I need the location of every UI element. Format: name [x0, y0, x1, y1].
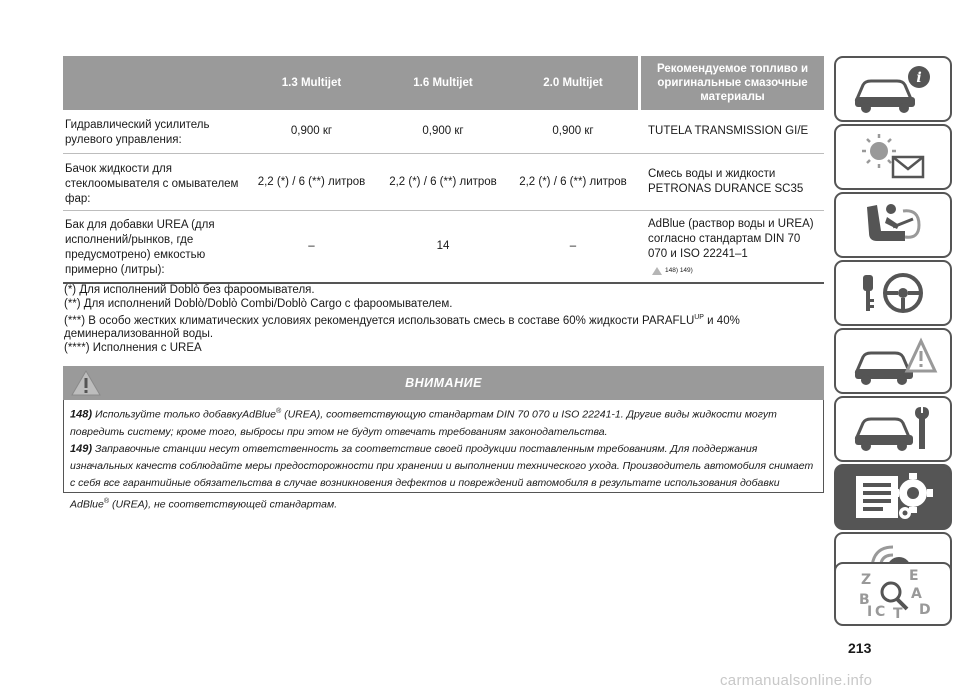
- table-header: [63, 56, 824, 110]
- fluids-table: [63, 56, 824, 284]
- technical-data-icon: [847, 469, 939, 525]
- car-emergency-icon: [847, 333, 939, 389]
- header-cell-empty: [63, 56, 245, 110]
- table-row: [63, 110, 824, 154]
- footnote: (****) Исполнения с UREA: [64, 341, 202, 354]
- index-letter: I: [867, 604, 873, 620]
- warning-references: [648, 263, 693, 278]
- cell-product: TUTELA TRANSMISSION GI/E: [648, 125, 809, 137]
- key-steering-wheel-icon: [847, 265, 939, 321]
- tab-technical-data[interactable]: [834, 464, 952, 530]
- index-letters-icon: [847, 566, 939, 622]
- footnote-superscript: UP: [694, 314, 704, 321]
- header-1-6-multijet: 1.6 Multijet: [413, 77, 473, 89]
- reference-numbers: 148) 149): [665, 267, 693, 274]
- watermark: carmanualsonline.info: [720, 672, 873, 689]
- footnote: (**) Для исполнений Doblò/Doblò Combi/Doblò Cargo с фароомывателем.: [64, 297, 453, 310]
- header-recommended-fluids: Рекомендуемое топливо и оригинальные смазочные материалы: [638, 56, 824, 110]
- warning-paragraph: [70, 441, 817, 513]
- footnote-text: (***) В особо жестких климатических условиях рекомендуется использовать смесь в составе 60% жидкости PARAFLU: [64, 314, 695, 327]
- row-label: Бачок жидкости для стеклоомывателя с омывателем фар:: [65, 163, 239, 205]
- cell-value: 2,2 (*) / 6 (**) литров: [519, 175, 627, 188]
- warning-text: (UREA), соответствующую стандартам DIN 70 070 и ISO 22241-1. Другие виды жидкости могут повредить систему; кроме того, выбросы при этом не будут отвечать требованиям законодательства.: [70, 408, 777, 438]
- cell-value: 0,900 кг: [422, 125, 464, 137]
- cell-product: Смесь воды и жидкости PETRONAS DURANCE SC35: [648, 168, 804, 195]
- index-letter: T: [893, 606, 903, 622]
- header-1-3-multijet: 1.3 Multijet: [281, 77, 342, 89]
- tab-warning-lights[interactable]: [834, 124, 952, 190]
- cell-value: 0,900 кг: [552, 125, 594, 137]
- footnotes: [64, 284, 824, 355]
- page-number: 213: [848, 640, 872, 656]
- seat-airbag-icon: [847, 197, 939, 253]
- tab-key-steering-wheel[interactable]: [834, 260, 952, 326]
- car-maintenance-icon: [847, 401, 939, 457]
- table-row: [63, 211, 824, 284]
- table-row: [63, 154, 824, 211]
- row-label: Бак для добавки UREA (для исполнений/рынков, где предусмотрено) емкостью примерно (литры):: [65, 219, 215, 276]
- warning-triangle-icon: [652, 267, 662, 275]
- warning-triangle-icon: [71, 370, 101, 396]
- header-2-0-multijet: 2.0 Multijet: [543, 77, 603, 89]
- cell-value: 2,2 (*) / 6 (**) литров: [389, 175, 497, 188]
- footnote-text: и 40% деминерализованной воды.: [64, 314, 740, 341]
- cell-value: –: [308, 240, 315, 252]
- warning-text: Используйте только добавкуAdBlue: [92, 408, 276, 421]
- index-letter: A: [911, 586, 922, 602]
- tab-index[interactable]: [834, 562, 952, 626]
- index-letter: Z: [861, 572, 872, 588]
- cell-value: 2,2 (*) / 6 (**) литров: [257, 175, 366, 188]
- cell-value: 14: [436, 240, 450, 252]
- warning-paragraph: [70, 403, 817, 441]
- warning-header: [63, 366, 824, 400]
- cell-value: –: [569, 240, 577, 252]
- tab-seat-airbag[interactable]: [834, 192, 952, 258]
- svg-text:i: i: [916, 70, 922, 86]
- warning-box: [63, 366, 824, 511]
- warning-title: ВНИМАНИЕ: [405, 376, 482, 390]
- warning-text: (UREA), не соответствующей стандартам.: [109, 498, 338, 511]
- registered-mark: ®: [103, 497, 110, 505]
- footnote: (*) Для исполнений Doblò без фароомывателя.: [64, 284, 315, 296]
- tab-car-maintenance[interactable]: [834, 396, 952, 462]
- row-label: Гидравлический усилитель рулевого управления:: [65, 119, 210, 146]
- warning-lights-icon: [847, 129, 939, 185]
- footnote: [64, 311, 824, 342]
- cell-value: 0,900 кг: [290, 125, 333, 137]
- warning-number: 149): [70, 442, 93, 455]
- car-info-icon: [847, 61, 939, 117]
- cell-product: [638, 211, 824, 282]
- index-letter: B: [859, 592, 870, 608]
- index-letter: E: [909, 568, 919, 584]
- registered-mark: ®: [276, 408, 282, 415]
- product-text: AdBlue (раствор воды и UREA) согласно стандартам DIN 70 070 и ISO 22241–1: [648, 218, 814, 260]
- tab-car-info[interactable]: [834, 56, 952, 122]
- warning-body: [63, 400, 824, 511]
- warning-text: Заправочные станции несут ответственность за соответствие своей продукции поставленным требованиям. Для поддержания изначальных качеств соблюдайте меры предосторожности при хранении и выполнении технического ухода. Производитель автомобиля снимает с себя все гарантийные обязательства в случае возникновения дефектов и повреждений автомобиля в результате использования добавки AdBlue: [70, 442, 814, 511]
- index-letter: C: [875, 604, 886, 620]
- index-letter: D: [919, 602, 931, 618]
- tab-car-emergency[interactable]: [834, 328, 952, 394]
- warning-number: 148): [70, 408, 93, 421]
